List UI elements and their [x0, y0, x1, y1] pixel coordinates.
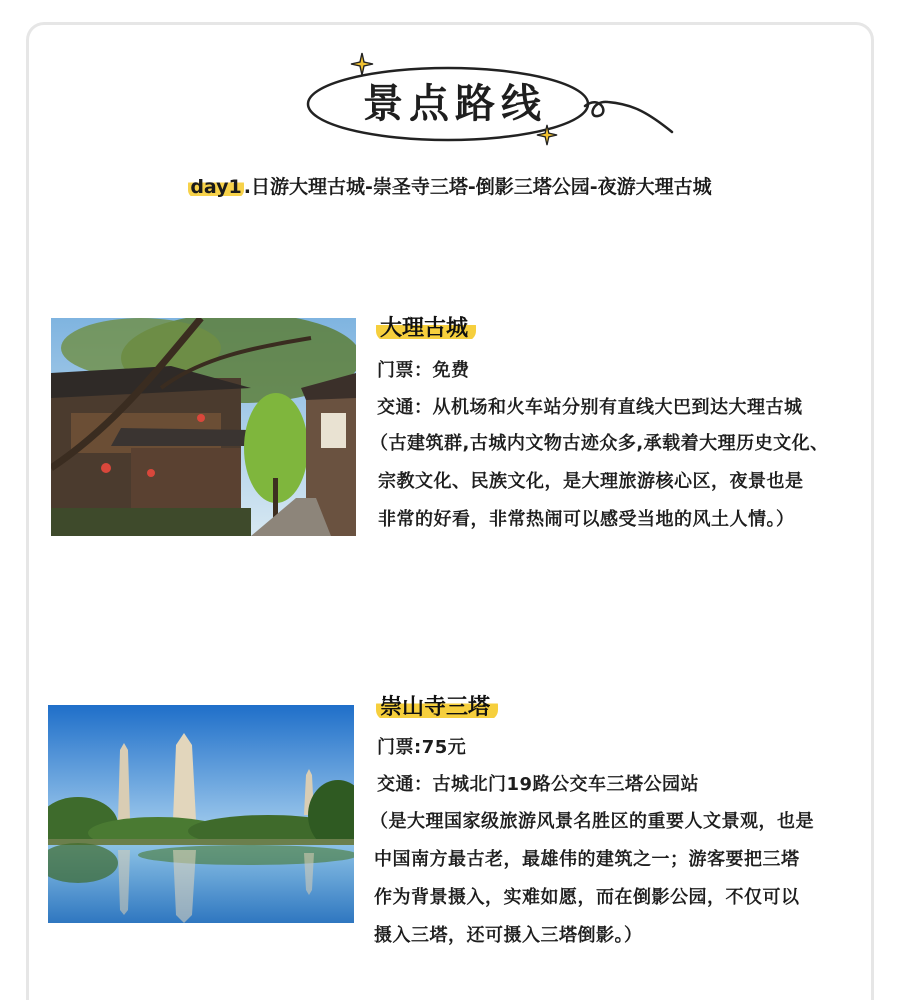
description-line: 作为背景摄入，实难如愿，而在倒影公园，不仅可以	[374, 887, 800, 908]
day-route	[0, 172, 900, 199]
attraction-name: 大理古城	[372, 311, 480, 342]
attraction-ticket: 门票：免费	[377, 360, 470, 381]
section-title: 景点路线	[363, 80, 547, 127]
attraction-description	[370, 803, 890, 955]
description-line: （是大理国家级旅游风景名胜区的重要人文景观，也是	[370, 811, 814, 832]
description-line: 非常的好看，非常热闹可以感受当地的风土人情。）	[378, 509, 795, 530]
section-title-badge	[300, 54, 680, 154]
three-pagodas-photo	[48, 705, 354, 923]
description-line: （古建筑群,古城内文物古迹众多,承载着大理历史文化、	[370, 433, 829, 454]
day-tag: day1	[190, 176, 242, 198]
day-route-text: .日游大理古城-崇圣寺三塔-倒影三塔公园-夜游大理古城	[243, 176, 712, 198]
attraction-name: 崇山寺三塔	[372, 690, 502, 721]
attraction-transport: 交通：古城北门19路公交车三塔公园站	[377, 774, 700, 795]
description-line: 摄入三塔，还可摄入三塔倒影。）	[374, 925, 643, 946]
attraction-ticket: 门票:75元	[377, 737, 467, 758]
dali-old-town-photo	[51, 318, 356, 536]
attraction-description	[370, 425, 890, 539]
description-line: 中国南方最古老，最雄伟的建筑之一；游客要把三塔	[374, 849, 800, 870]
doodle-loop-icon	[585, 102, 672, 132]
description-line: 宗教文化、民族文化，是大理旅游核心区，夜景也是	[378, 471, 804, 492]
attraction-transport: 交通：从机场和火车站分别有直线大巴到达大理古城	[377, 397, 803, 418]
